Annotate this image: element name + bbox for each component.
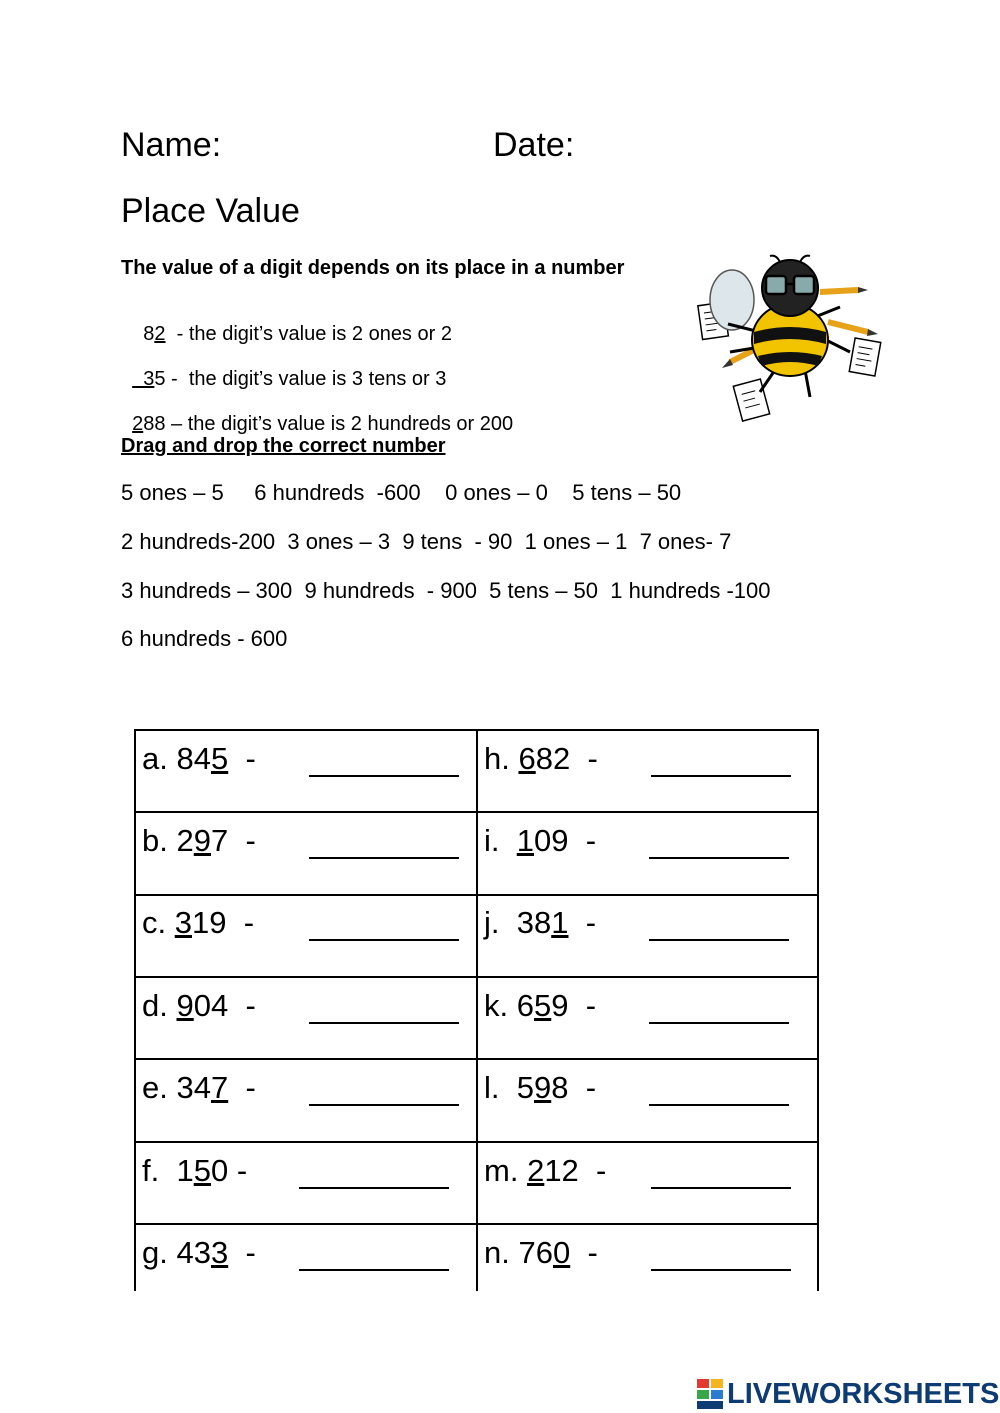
wing xyxy=(710,270,754,330)
options-line: 6 hundreds - 600 xyxy=(121,626,288,651)
example-line xyxy=(121,300,452,346)
answer-blank[interactable] xyxy=(651,1269,791,1271)
question-e: e. 347 - xyxy=(142,1070,256,1105)
answer-blank[interactable] xyxy=(649,1022,789,1024)
answer-blank[interactable] xyxy=(651,775,791,777)
question-l: l. 598 - xyxy=(484,1070,597,1105)
example-underlined-digit: 3 xyxy=(132,368,155,390)
question-table xyxy=(134,729,819,1291)
liveworksheets-icon xyxy=(697,1379,723,1409)
liveworksheets-logo xyxy=(697,1376,999,1412)
answer-blank[interactable] xyxy=(309,939,459,941)
question-b: b. 297 - xyxy=(142,823,256,858)
paper-icon xyxy=(849,338,881,376)
answer-blank[interactable] xyxy=(309,1104,459,1106)
answer-blank[interactable] xyxy=(649,857,789,859)
example-line xyxy=(121,345,446,391)
date-label: Date: xyxy=(493,126,575,164)
answer-blank[interactable] xyxy=(309,1022,459,1024)
question-k: k. 659 - xyxy=(484,988,597,1023)
options-line: 3 hundreds – 300 9 hundreds - 900 5 tens – 50 1 hundreds -100 xyxy=(121,578,771,603)
example-line xyxy=(121,390,513,436)
options-line: 2 hundreds-200 3 ones – 3 9 tens - 90 1 ones – 1 7 ones- 7 xyxy=(121,529,732,554)
answer-blank[interactable] xyxy=(309,857,459,859)
question-g: g. 433 - xyxy=(142,1235,256,1270)
bee-illustration xyxy=(690,252,900,427)
example-underlined-digit: 2 xyxy=(154,323,166,345)
answer-blank[interactable] xyxy=(309,775,459,777)
question-c: c. 319 - xyxy=(142,905,255,940)
question-j: j. 381 - xyxy=(484,905,597,940)
question-i: i. 109 - xyxy=(484,823,597,858)
options-line: 5 ones – 5 6 hundreds -600 0 ones – 0 5 tens – 50 xyxy=(121,480,682,505)
question-d: d. 904 - xyxy=(142,988,256,1023)
example-pre: 8 xyxy=(132,323,155,345)
example-post: 5 - the digit’s value is 3 tens or 3 xyxy=(154,368,447,390)
example-post: 88 – the digit’s value is 2 hundreds or 200 xyxy=(143,413,514,435)
question-m: m. 212 - xyxy=(484,1153,607,1188)
answer-blank[interactable] xyxy=(649,939,789,941)
question-h: h. 682 - xyxy=(484,741,598,776)
instruction: Drag and drop the correct number xyxy=(121,435,446,457)
intro-heading: The value of a digit depends on its place in a number xyxy=(121,257,625,279)
example-underlined-digit: 2 xyxy=(132,413,144,435)
answer-blank[interactable] xyxy=(651,1187,791,1189)
name-label: Name: xyxy=(121,126,222,164)
page-title: Place Value xyxy=(121,192,300,230)
question-n: n. 760 - xyxy=(484,1235,598,1270)
answer-blank[interactable] xyxy=(299,1269,449,1271)
answer-blank[interactable] xyxy=(299,1187,449,1189)
answer-blank[interactable] xyxy=(649,1104,789,1106)
question-f: f. 150 - xyxy=(142,1153,248,1188)
example-post: - the digit’s value is 2 ones or 2 xyxy=(165,323,452,345)
brand-name: LIVEWORKSHEETS xyxy=(727,1377,1000,1410)
question-a: a. 845 - xyxy=(142,741,256,776)
